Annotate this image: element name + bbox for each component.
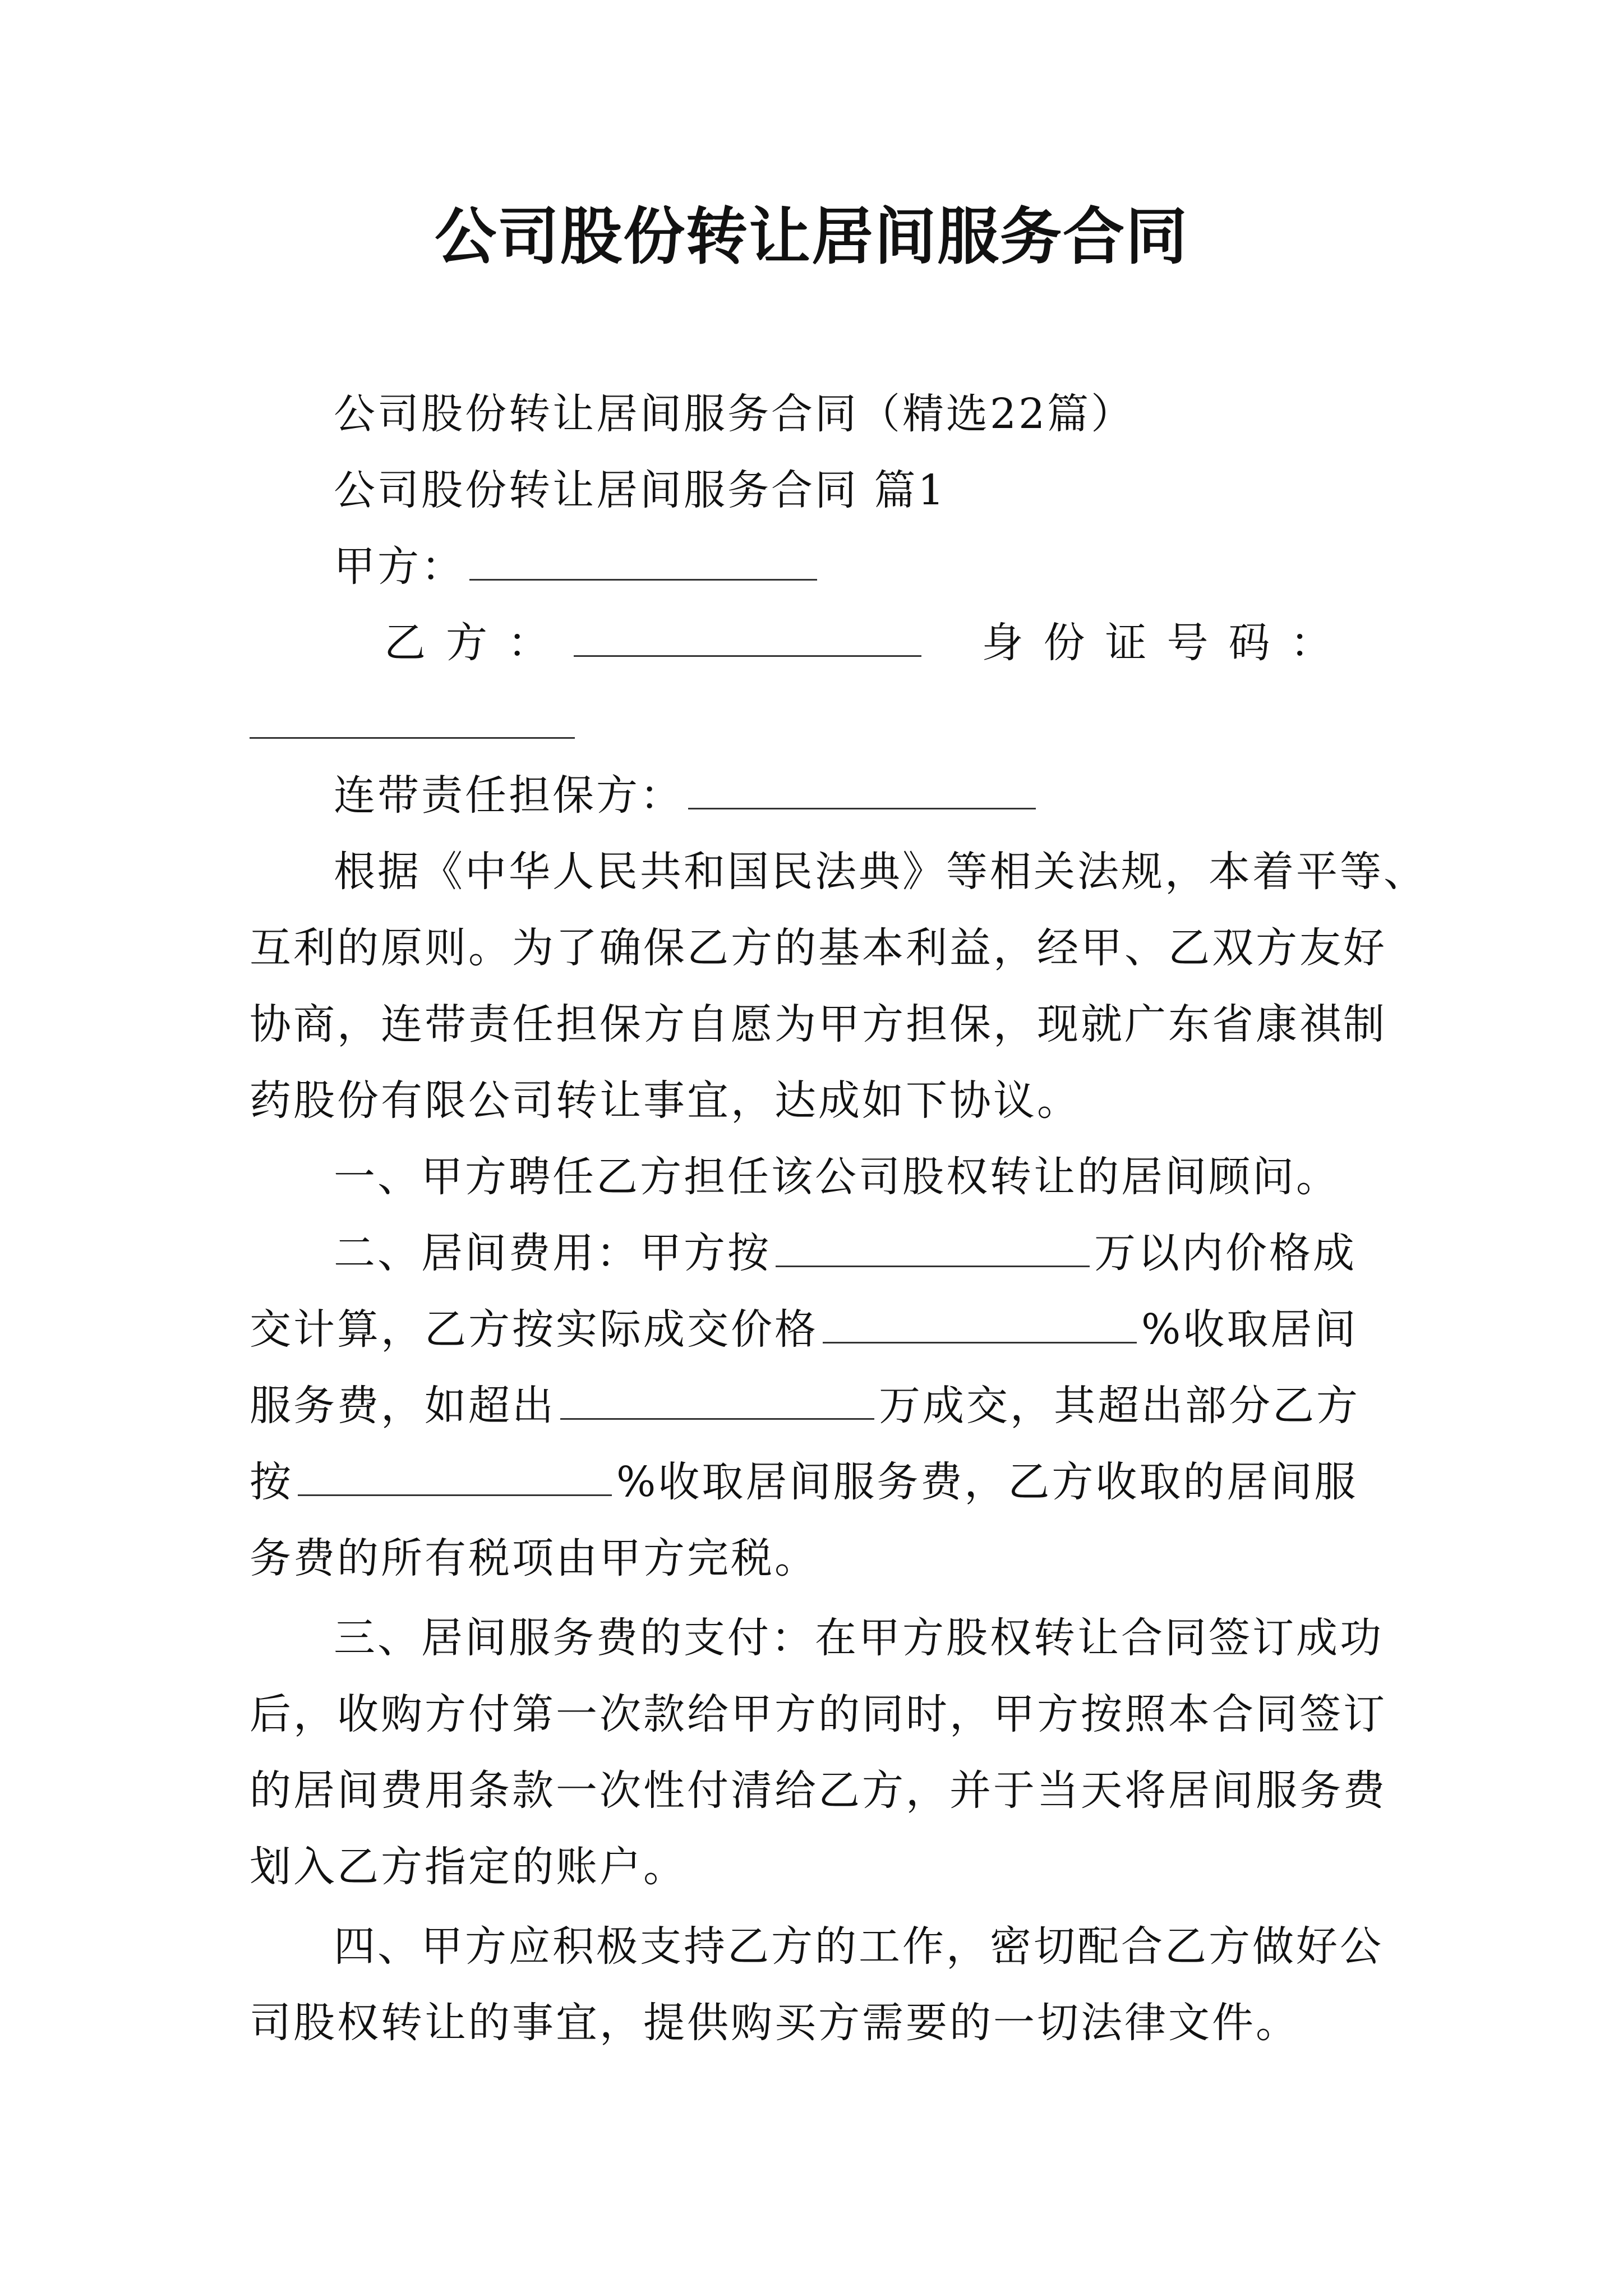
excess-amount-blank[interactable] <box>560 1384 874 1420</box>
party-a-blank[interactable] <box>469 545 817 581</box>
fee-percent-blank[interactable] <box>823 1308 1137 1343</box>
clause-2-line-1 <box>250 1215 1394 1291</box>
clause-2-line-4 <box>250 1444 1394 1520</box>
clause-3-line-4: 划入乙方指定的账户。 <box>250 1843 687 1891</box>
intro-line-1: 根据《中华人民共和国民法典》等相关法规，本着平等、 <box>334 848 1427 896</box>
guarantor-line <box>250 757 1394 834</box>
clause-3-line-2: 后，收购方付第一次款给甲方的同时，甲方按照本合同签订 <box>250 1690 1387 1738</box>
clause-2-line-5: 务费的所有税项由甲方完税。 <box>250 1534 818 1582</box>
id-number-label: 身份证号码： <box>981 619 1352 667</box>
clause-2-line-3 <box>250 1368 1394 1444</box>
id-number-blank[interactable] <box>250 703 575 739</box>
document-body <box>250 376 1427 2061</box>
document-title: 公司股份转让居间服务合同 <box>435 200 1188 273</box>
party-b-label: 乙方： <box>384 619 569 667</box>
clause-4-line-2: 司股权转让的事宜，提供购买方需要的一切法律文件。 <box>250 1999 1299 2047</box>
clause-3-line-1: 三、居间服务费的支付：在甲方股权转让合同签订成功 <box>334 1614 1384 1662</box>
clause-2-text-h: %收取居间服务费，乙方收取的居间服 <box>616 1458 1358 1506</box>
intro-line-3: 协商，连带责任担保方自愿为甲方担保，现就广东省康祺制 <box>250 1000 1387 1048</box>
clause-2-text-c: 交计算，乙方按实际成交价格 <box>250 1305 818 1354</box>
clause-2-line-2 <box>250 1291 1394 1368</box>
intro-line-4: 药股份有限公司转让事宜，达成如下协议。 <box>250 1076 1081 1125</box>
party-a-line <box>250 528 1394 605</box>
clause-3-line-3: 的居间费用条款一次性付清给乙方，并于当天将居间服务费 <box>250 1766 1387 1815</box>
id-number-line <box>250 681 1394 757</box>
clause-1: 一、甲方聘任乙方担任该公司股权转让的居间顾问。 <box>334 1153 1340 1201</box>
party-a-label: 甲方： <box>334 542 465 591</box>
clause-4-line-1: 四、甲方应积极支持乙方的工作，密切配合乙方做好公 <box>334 1922 1384 1971</box>
intro-line-2: 互利的原则。为了确保乙方的基本利益，经甲、乙双方友好 <box>250 924 1387 972</box>
party-b-blank[interactable] <box>574 622 921 657</box>
clause-2-text-e: 服务费，如超出 <box>250 1382 556 1430</box>
total-price-blank[interactable] <box>776 1232 1090 1267</box>
section-heading: 公司股份转让居间服务合同 篇1 <box>334 466 947 514</box>
clause-2-text-b: 万以内价格成 <box>1094 1229 1357 1277</box>
guarantor-blank[interactable] <box>688 774 1036 809</box>
excess-percent-blank[interactable] <box>298 1461 612 1496</box>
guarantor-label: 连带责任担保方： <box>334 771 684 820</box>
clause-2-text-f: 万成交，其超出部分乙方 <box>879 1382 1360 1430</box>
subtitle: 公司股份转让居间服务合同（精选22篇） <box>334 390 1135 438</box>
clause-2-text-a: 二、居间费用：甲方按 <box>334 1229 771 1277</box>
party-b-line <box>250 605 1394 681</box>
clause-2-text-d: %收取居间 <box>1141 1305 1358 1354</box>
clause-2-text-g: 按 <box>250 1458 293 1506</box>
